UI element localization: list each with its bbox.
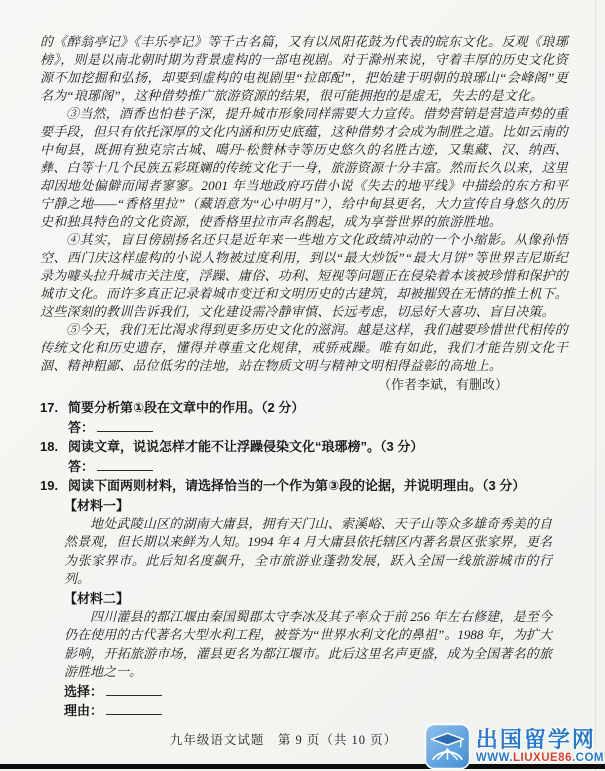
page-content bbox=[40, 33, 568, 721]
page-footer: 九年级语文试题 第 9 页（共 10 页） bbox=[169, 733, 398, 747]
choice-prefix: 选择： bbox=[64, 683, 104, 699]
liuxue86-watermark bbox=[424, 723, 604, 770]
passage-paragraph: 的《醉翁亭记》《丰乐亭记》等千古名篇，又有以凤阳花鼓为代表的皖东文化。反观《琅琊榜》，则是以南北朝时期为背景虚构的一部电视剧。对于滁州来说，守着丰厚的历史文化资源不加挖掘和弘扬，却要到虚构的电视剧里“拉郎配”，把始建于明朝的琅琊山“会峰阁”更名为“琅琊阁”，这种借势推广旅游资源的结果，很可能拥抱的是虚无，失去的是文化。 bbox=[40, 34, 568, 103]
answer-line bbox=[40, 457, 568, 477]
reason-prefix: 理由： bbox=[64, 703, 104, 718]
watermark-text bbox=[475, 726, 604, 765]
scan-edge-line bbox=[595, 0, 596, 771]
question-number: 19. bbox=[40, 478, 59, 493]
question-number: 18. bbox=[40, 439, 59, 454]
question-17 bbox=[40, 398, 568, 418]
site-url: WWW.LIUXUE86.COM bbox=[475, 751, 604, 764]
question-number: 17. bbox=[40, 400, 59, 415]
answer-blank bbox=[97, 458, 153, 471]
question-19 bbox=[40, 476, 568, 496]
graduation-cap-icon bbox=[424, 723, 471, 770]
material-1-text: 地处武陵山区的湖南大庸县，拥有天门山、索溪峪、天子山等众多雄奇秀美的自然景观，但长期以来鲜为人知。1994 年 4 月大庸县依托辖区内著名景区张家界，更名为张家界市。此后知名度飙升，全市旅游业蓬勃发展，跃入全国一线旅游城市的行列。 bbox=[64, 515, 552, 586]
material-2-label: 【材料二】 bbox=[64, 590, 130, 606]
question-stem: 简要分析第①段在文章中的作用。（2 分） bbox=[68, 400, 305, 415]
site-name: 出国留学网 bbox=[475, 726, 596, 752]
choice-line bbox=[40, 682, 568, 702]
passage-paragraph: ③当然，酒香也怕巷子深，提升城市形象同样需要大力宣传。借势营销是营造声势的重要手段，但只有依托深厚的文化内涵和历史底蕴，这种借势才会成为制胜之道。比如云南的中甸县，既拥有独克宗古城、噶丹·松赞林寺等历史悠久的名胜古迹，又集藏、汉、纳西、彝、白等十几个民族五彩斑斓的传统文化于一身，旅游资源十分丰富。然而长久以来，这里却因地处偏僻而闻者寥寥。2001 年当地政府巧借小说《失去的地平线》中描绘的东方和平宁静之地——“香格里拉”（藏语意为“心中明月”），给中甸县更名，大力宣传自身悠久的历史和独具特色的文化资源，使香格里拉市声名鹊起，成为享誉世界的旅游胜地。 bbox=[40, 106, 569, 229]
answer-prefix: 答： bbox=[68, 419, 95, 435]
question-stem: 阅读文章，说说怎样才能不让浮躁侵染文化“琅琊榜”。（3 分） bbox=[68, 439, 424, 454]
answer-line bbox=[40, 418, 568, 438]
question-stem: 阅读下面两则材料，请选择恰当的一个作为第③段的论据，并说明理由。（3 分） bbox=[68, 478, 526, 493]
material-2-text: 四川灌县的都江堰由秦国蜀郡太守李冰及其子率众于前 256 年左右修建，是至今仍在使用的古代著名大型水利工程，被誉为“世界水利文化的鼻祖”。1988 年，为扩大影响，开拓旅游市场，灌县更名为都江堰市。此后这里名声更盛，成为全国著名的旅游胜地之一。 bbox=[64, 608, 552, 679]
material-1-label: 【材料一】 bbox=[64, 497, 130, 513]
author-attribution: （作者李斌，有删改） bbox=[377, 377, 508, 392]
questions-section bbox=[40, 398, 568, 721]
reading-passage bbox=[40, 33, 568, 395]
question-18 bbox=[40, 437, 568, 457]
passage-paragraph: ⑤今天，我们无比渴求得到更多历史文化的滋润。越是这样，我们越要珍惜世代相传的传统文化和历史遗存，懂得并尊重文化规律，戒骄戒躁。唯有如此，我们才能告别文化干涸、精神粗鄙、品位低劣的洼地，站在物质文明与精神文明相得益彰的高地上。 bbox=[40, 322, 568, 373]
answer-blank bbox=[97, 419, 153, 432]
answer-prefix: 答： bbox=[68, 458, 95, 474]
passage-paragraph: ④其实，盲目傍剧扬名还只是近年来一些地方文化政绩冲动的一个小缩影。从像孙悟空、西门庆这样虚构的小说人物被过度利用，到以“最大炒饭”“最大月饼”等世界吉尼斯纪录为噱头拉升城市关注度，浮躁、庸俗、功利、短视等问题正在侵染着本该被珍惜和保护的城市文化。而许多真正记录着城市变迁和文明历史的古建筑，却被摧毁在无情的推土机下。这些深刻的教训告诉我们，文化建设需冷静审慎、长远考虑，切忌好大喜功、盲目决策。 bbox=[40, 232, 569, 319]
reason-line bbox=[40, 701, 568, 721]
reason-blank bbox=[106, 702, 162, 715]
choice-blank bbox=[106, 683, 162, 696]
